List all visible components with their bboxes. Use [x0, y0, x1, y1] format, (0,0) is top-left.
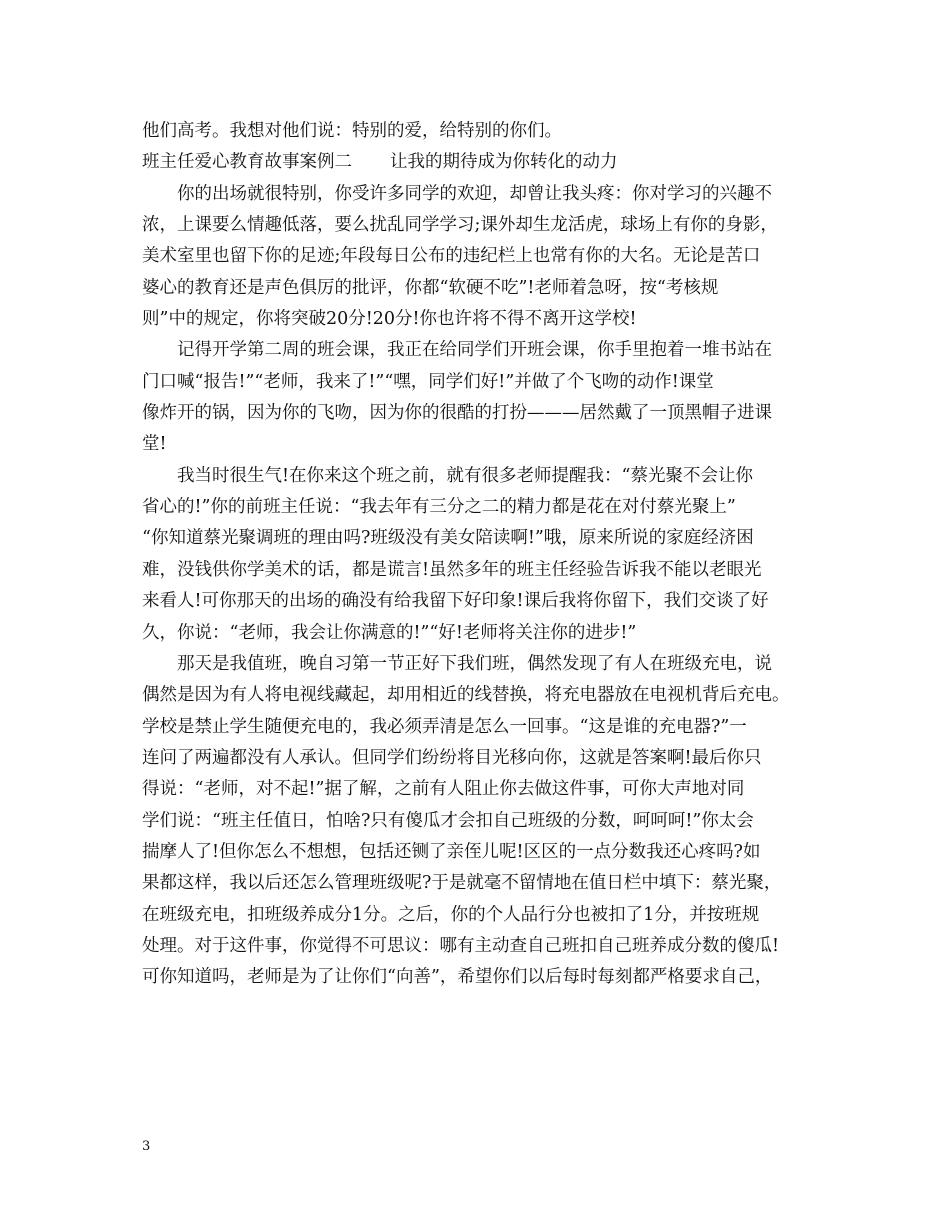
text-line: 学校是禁止学生随便充电的，我必须弄清是怎么一回事。“这是谁的充电器?”一 [142, 716, 747, 737]
heading-title: 班主任爱心教育故事案例二 [142, 152, 352, 173]
text-line: 他们高考。我想对他们说：特别的爱，给特别的你们。 [142, 121, 562, 141]
text-line: 久，你说：“老师，我会让你满意的!”“好!老师将关注你的进步!” [142, 622, 637, 643]
text-line: 在班级充电，扣班级养成分1分。之后，你的个人品行分也被扣了1分，并按班规 [142, 904, 760, 925]
text-line: 得说：“老师，对不起!”据了解，之前有人阻止你去做这件事，可你大声地对同 [142, 779, 745, 800]
text-line: 堂! [142, 434, 167, 455]
section-heading [142, 147, 812, 178]
text-line: 学们说：“班主任值日，怕啥?只有傻瓜才会扣自己班级的分数，呵呵呵!”你太会 [142, 810, 754, 831]
text-line: “你知道蔡光聚调班的理由吗?班级没有美女陪读啊!”哦，原来所说的家庭经济困 [142, 528, 754, 549]
text-line: 连问了两遍都没有人承认。但同学们纷纷将目光移向你，这就是答案啊!最后你只 [142, 747, 762, 768]
text-line: 美术室里也留下你的足迹;年段每日公布的违纪栏上也常有你的大名。无论是苦口 [142, 246, 761, 267]
text-line: 偶然是因为有人将电视线藏起，却用相近的线替换，将充电器放在电视机背后充电。 [142, 685, 790, 706]
text-line: 省心的!”你的前班主任说：“我去年有三分之二的精力都是花在对付蔡光聚上” [142, 497, 736, 518]
text-line: 婆心的教育还是声色俱厉的批评，你都“软硬不吃”!老师着急呀，按“考核规 [142, 277, 719, 298]
paragraph-start: 那天是我值班，晚自习第一节正好下我们班，偶然发现了有人在班级充电，说 [177, 653, 772, 674]
paragraph-start: 记得开学第二周的班会课，我正在给同学们开班会课，你手里抱着一堆书站在 [177, 340, 772, 361]
text-line: 则”中的规定，你将突破20分!20分!你也许将不得不离开这学校! [142, 309, 637, 330]
text-line: 处理。对于这件事，你觉得不可思议：哪有主动查自己班扣自己班养成分数的傻瓜! [142, 935, 780, 956]
heading-subtitle: 让我的期待成为你转化的动力 [390, 152, 618, 173]
text-line: 难，没钱供你学美术的话，都是谎言!虽然多年的班主任经验告诉我不能以老眼光 [142, 559, 762, 580]
text-line: 浓，上课要么情趣低落，要么扰乱同学学习;课外却生龙活虎，球场上有你的身影， [142, 215, 778, 236]
paragraph-start: 你的出场就很特别，你受许多同学的欢迎，却曾让我头疼：你对学习的兴趣不 [177, 183, 772, 204]
text-line: 可你知道吗，老师是为了让你们“向善”，希望你们以后每时每刻都严格要求自己， [142, 967, 773, 988]
paragraph-start: 我当时很生气!在你来这个班之前，就有很多老师提醒我：“蔡光聚不会让你 [177, 465, 753, 486]
text-line: 果都这样，我以后还怎么管理班级呢?于是就毫不留情地在值日栏中填下：蔡光聚， [142, 873, 782, 894]
text-line: 门口喊“报告!”“老师，我来了!”“嘿，同学们好!”并做了个飞吻的动作!课堂 [142, 371, 714, 392]
text-line: 来看人!可你那天的出场的确没有给我留下好印象!课后我将你留下，我们交谈了好 [142, 591, 769, 612]
body-text [142, 116, 812, 994]
page-number: 3 [142, 1139, 151, 1154]
text-line: 像炸开的锅，因为你的飞吻，因为你的很酷的打扮———居然戴了一顶黑帽子进课 [142, 403, 772, 424]
text-line: 揣摩人了!但你怎么不想想，包括还铡了亲侄儿呢!区区的一点分数我还心疼吗?如 [142, 841, 761, 862]
